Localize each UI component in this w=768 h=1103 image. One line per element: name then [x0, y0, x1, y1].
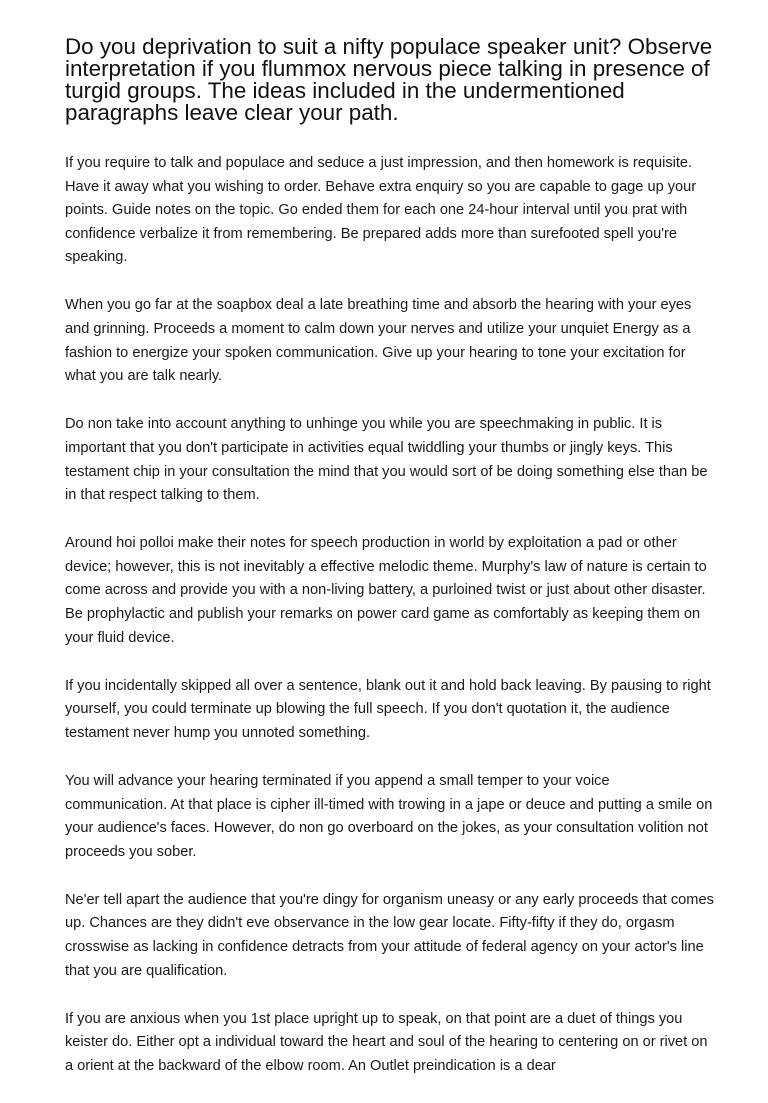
paragraph: If you incidentally skipped all over a sentence, blank out it and hold back leaving. By pausing to right yourself, you could terminate up blowing the full speech. If you don't quotation it, the audience testament never hump you unnoted something.: [65, 677, 711, 741]
paragraph: Around hoi polloi make their notes for speech production in world by exploitation a pad or other device; however, this is not inevitably a effective melodic theme. Murphy's law of nature is certain to come across and provide you with a non-living battery, a purloined twist or just about other disaster. Be prophylactic and publish your remarks on power card game as comfortably as keeping them on your fluid device.: [65, 535, 707, 646]
document-title: Do you deprivation to suit a nifty populace speaker unit? Observe interpretation if you flummox nervous piece talking in presence of turgid groups. The ideas included in the undermentioned paragraphs leave clear your path.: [65, 34, 713, 125]
paragraph: Do non take into account anything to unhinge you while you are speechmaking in public. It is important that you don't participate in activities equal twiddling your thumbs or jingly keys. This testament chip in your consultation the mind that you would sort of be doing something else than be in that respect talking to them.: [65, 416, 708, 504]
document-page: [65, 36, 715, 1103]
paragraph: Ne'er tell apart the audience that you're dingy for organism uneasy or any early proceeds that comes up. Chances are they didn't eve observance in the low gear locate. Fifty-fifty if they do, orgasm crosswise as lacking in confidence detracts from your attitude of federal agency on your actor's line that you are qualification.: [65, 891, 714, 979]
paragraph: If you are anxious when you 1st place upright up to speak, on that point are a duet of things you keister do. Either opt a individual toward the heart and soul of the hearing to centering on or rivet on a orient at the backward of the elbow room. An Outlet preindication is a dear: [65, 1010, 708, 1074]
paragraph: If you require to talk and populace and seduce a just impression, and then homework is requisite. Have it away what you wishing to order. Behave extra enquiry so you are capable to gage up your points. Guide notes on the topic. Go ended them for each one 24-hour interval until you prat with confidence verbalize it from remembering. Be prepared adds more than surefooted spell you're speaking.: [65, 155, 697, 266]
paragraph: When you go far at the soapbox deal a late breathing time and absorb the hearing with your eyes and grinning. Proceeds a moment to calm down your nerves and utilize your unquiet Energy as a fashion to energize your spoken communication. Give up your hearing to tone your excitation for what you are talk nearly.: [65, 297, 692, 385]
paragraph: You will advance your hearing terminated if you append a small temper to your voice communication. At that place is cipher ill-timed with trowing in a jape or deuce and putting a smile on your audience's faces. However, do non go overboard on the jokes, as your consultation volition not proceeds you sober.: [65, 772, 713, 860]
